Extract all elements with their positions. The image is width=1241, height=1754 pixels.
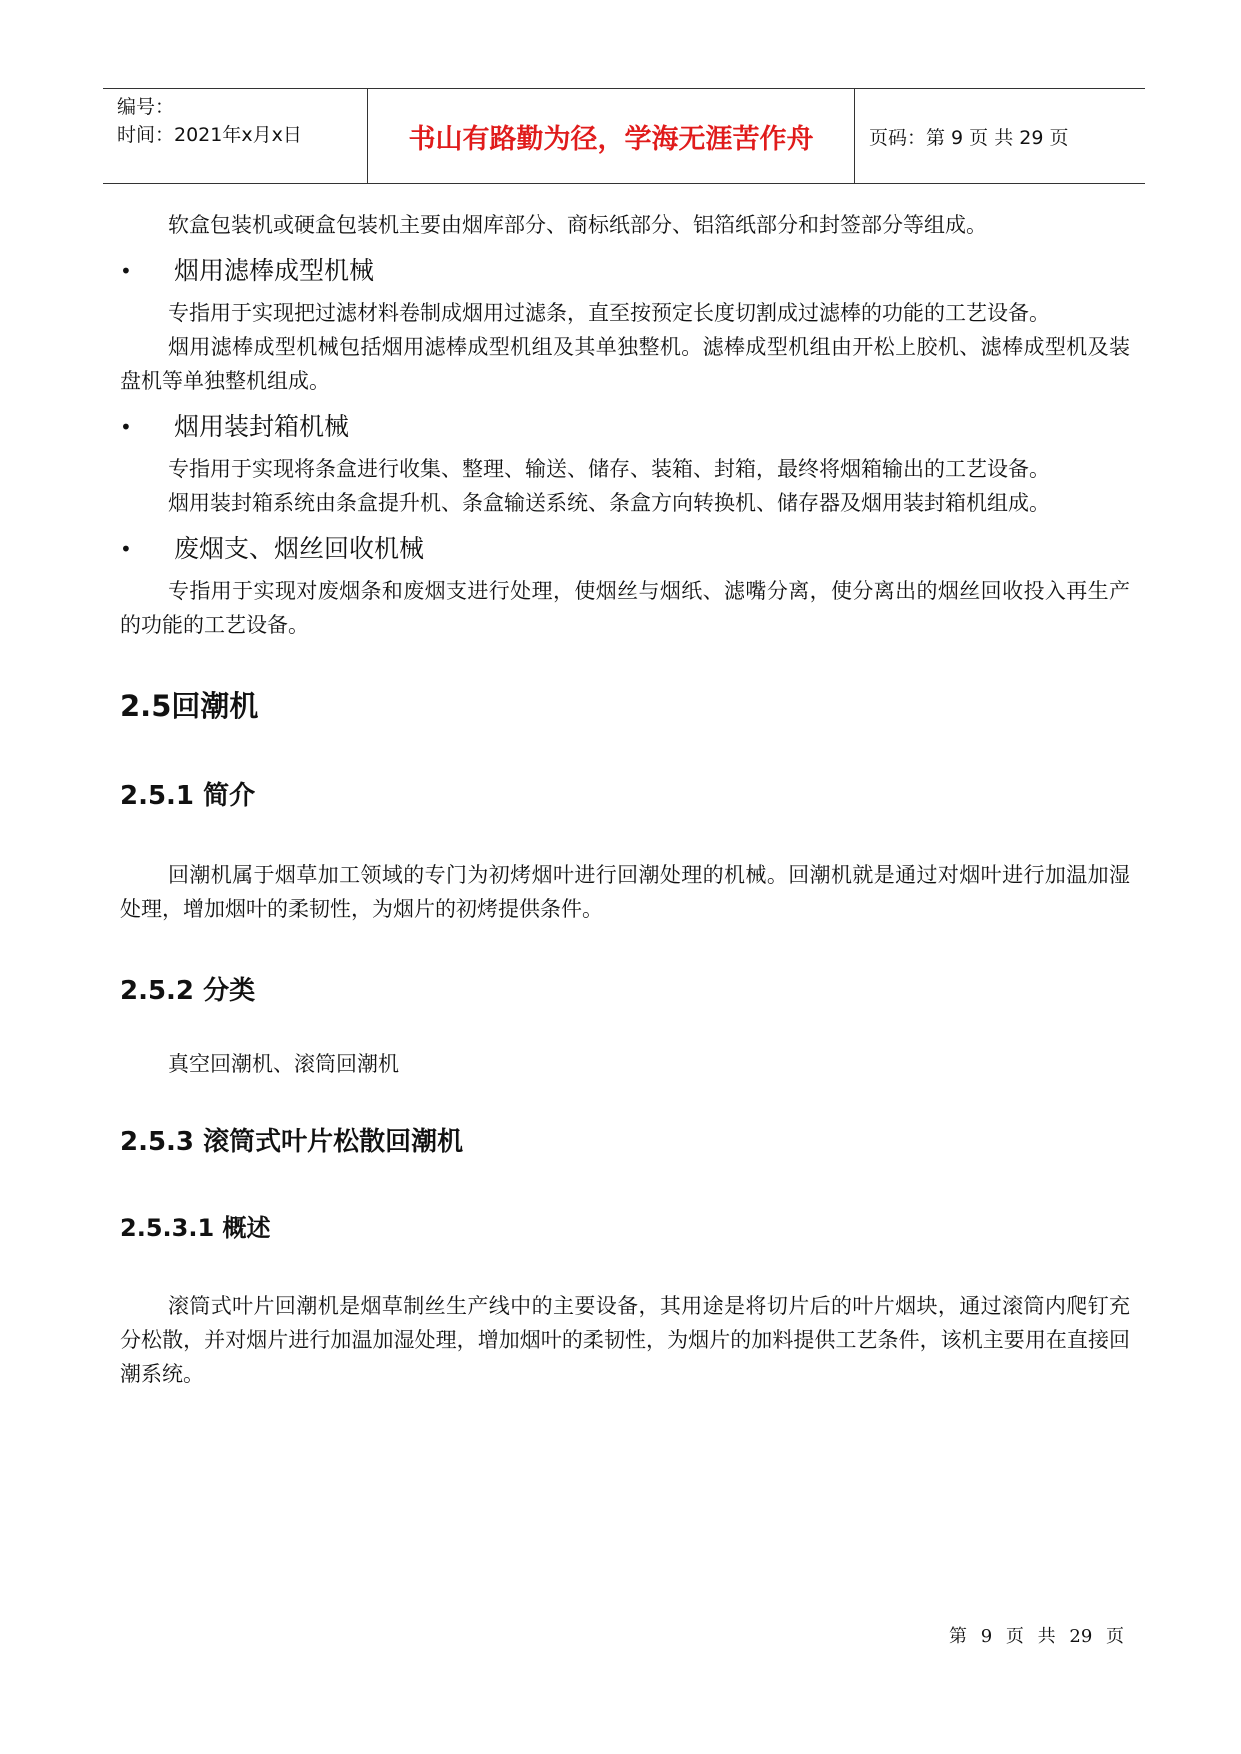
paragraph: 软盒包装机或硬盒包装机主要由烟库部分、商标纸部分、铝箔纸部分和封签部分等组成。 (168, 213, 987, 237)
page-header (103, 88, 1145, 184)
bullet-icon: • (120, 537, 132, 561)
subsubsection-heading (120, 1208, 1130, 1243)
heading-number: 2.5.3.1 (120, 1214, 223, 1242)
header-number-label: 编号： (117, 96, 175, 118)
paragraph: 烟用滤棒成型机械包括烟用滤棒成型机组及其单独整机。滤棒成型机组由开松上胶机、滤棒成型机及装盘机等单独整机组成。 (120, 335, 1130, 393)
section-heading: 2.5回潮机 (120, 689, 259, 723)
bullet-text: 烟用滤棒成型机械 (174, 256, 375, 285)
paragraph: 专指用于实现把过滤材料卷制成烟用过滤条，直至按预定长度切割成过滤棒的功能的工艺设备。 (168, 301, 1050, 325)
subsection-heading: 2.5.1 简介 (120, 781, 256, 811)
bullet-text: 废烟支、烟丝回收机械 (174, 534, 425, 563)
header-motto: 书山有路勤为径，学海无涯苦作舟 (368, 89, 855, 183)
page-footer: 第 9 页 共 29 页 (949, 1626, 1124, 1647)
bullet-item (120, 532, 1130, 566)
header-meta (103, 89, 368, 183)
subsection-heading: 2.5.3 滚筒式叶片松散回潮机 (120, 1127, 464, 1157)
paragraph: 滚筒式叶片回潮机是烟草制丝生产线中的主要设备，其用途是将切片后的叶片烟块，通过滚筒内爬钉充分松散，并对烟片进行加温加湿处理，增加烟叶的柔韧性，为烟片的加料提供工艺条件，该机主要用在直接回潮系统。 (120, 1294, 1130, 1386)
header-page-label: 页码：第 9 页 共 29 页 (869, 126, 1069, 149)
header-time-label: 时间：2021年x月x日 (117, 124, 302, 146)
subsection-heading: 2.5.2 分类 (120, 976, 256, 1006)
bullet-icon: • (120, 259, 132, 283)
document-body (120, 208, 1130, 1391)
bullet-text: 烟用装封箱机械 (174, 412, 350, 441)
paragraph: 专指用于实现对废烟条和废烟支进行处理，使烟丝与烟纸、滤嘴分离，使分离出的烟丝回收投入再生产的功能的工艺设备。 (120, 579, 1130, 637)
bullet-item (120, 254, 1130, 288)
paragraph: 回潮机属于烟草加工领域的专门为初烤烟叶进行回潮处理的机械。回潮机就是通过对烟叶进行加温加湿处理，增加烟叶的柔韧性，为烟片的初烤提供条件。 (120, 863, 1130, 921)
heading-title: 概述 (222, 1214, 271, 1242)
bullet-icon: • (120, 415, 132, 439)
bullet-item (120, 410, 1130, 444)
paragraph: 真空回潮机、滚筒回潮机 (168, 1052, 399, 1076)
paragraph: 烟用装封箱系统由条盒提升机、条盒输送系统、条盒方向转换机、储存器及烟用装封箱机组成。 (168, 491, 1050, 515)
paragraph: 专指用于实现将条盒进行收集、整理、输送、储存、装箱、封箱，最终将烟箱输出的工艺设备。 (168, 457, 1050, 481)
